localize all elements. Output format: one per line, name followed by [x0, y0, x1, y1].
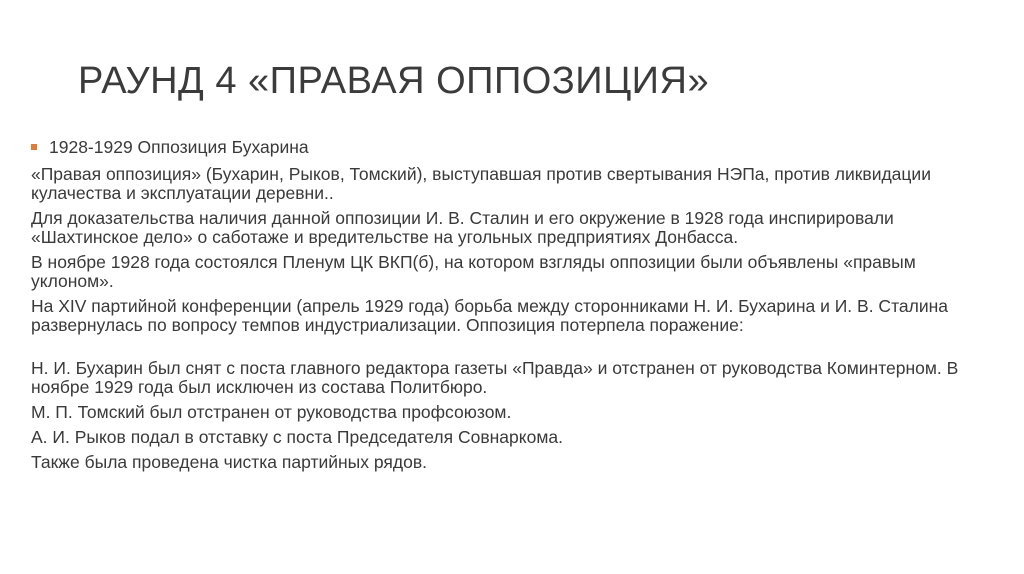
bullet-item [31, 138, 961, 157]
paragraph-tomsky-removed: М. П. Томский был отстранен от руководства профсоюзом. [31, 402, 512, 422]
paragraph-bukharin-removed: Н. И. Бухарин был снят с поста главного редактора газеты «Правда» и отстранен от руководства Коминтерном. В ноябре 1929 года был исключен из состава Политбюро. [31, 358, 959, 397]
paragraph-shakhty-case: Для доказательства наличия данной оппозиции И. В. Сталин и его окружение в 1928 года инспирировали «Шахтинское дело» о саботаже и вредительстве на угольных предприятиях Донбасса. [31, 208, 894, 247]
slide-title: РАУНД 4 «ПРАВАЯ ОППОЗИЦИЯ» [78, 60, 710, 102]
paragraph-rykov-resigned: А. И. Рыков подал в отставку с поста Председателя Совнаркома. [31, 427, 563, 447]
bullet-text: 1928-1929 Оппозиция Бухарина [49, 137, 309, 157]
square-bullet-icon [31, 144, 37, 150]
paragraph-party-purge: Также была проведена чистка партийных рядов. [31, 452, 427, 472]
paragraph-right-opposition: «Правая оппозиция» (Бухарин, Рыков, Томский), выступавшая против свертывания НЭПа, против ликвидации кулачества и эксплуатации деревни.. [31, 164, 931, 203]
paragraph-plenum-1928: В ноябре 1928 года состоялся Пленум ЦК ВКП(б), на котором взгляды оппозиции были объявлены «правым уклоном». [31, 252, 916, 291]
paragraph-conference-1929: На XIV партийной конференции (апрель 1929 года) борьба между сторонниками Н. И. Бухарина и И. В. Сталина развернулась по вопросу темпов индустриализации. Оппозиция потерпела поражение: [31, 296, 948, 335]
slide-content [31, 138, 961, 478]
